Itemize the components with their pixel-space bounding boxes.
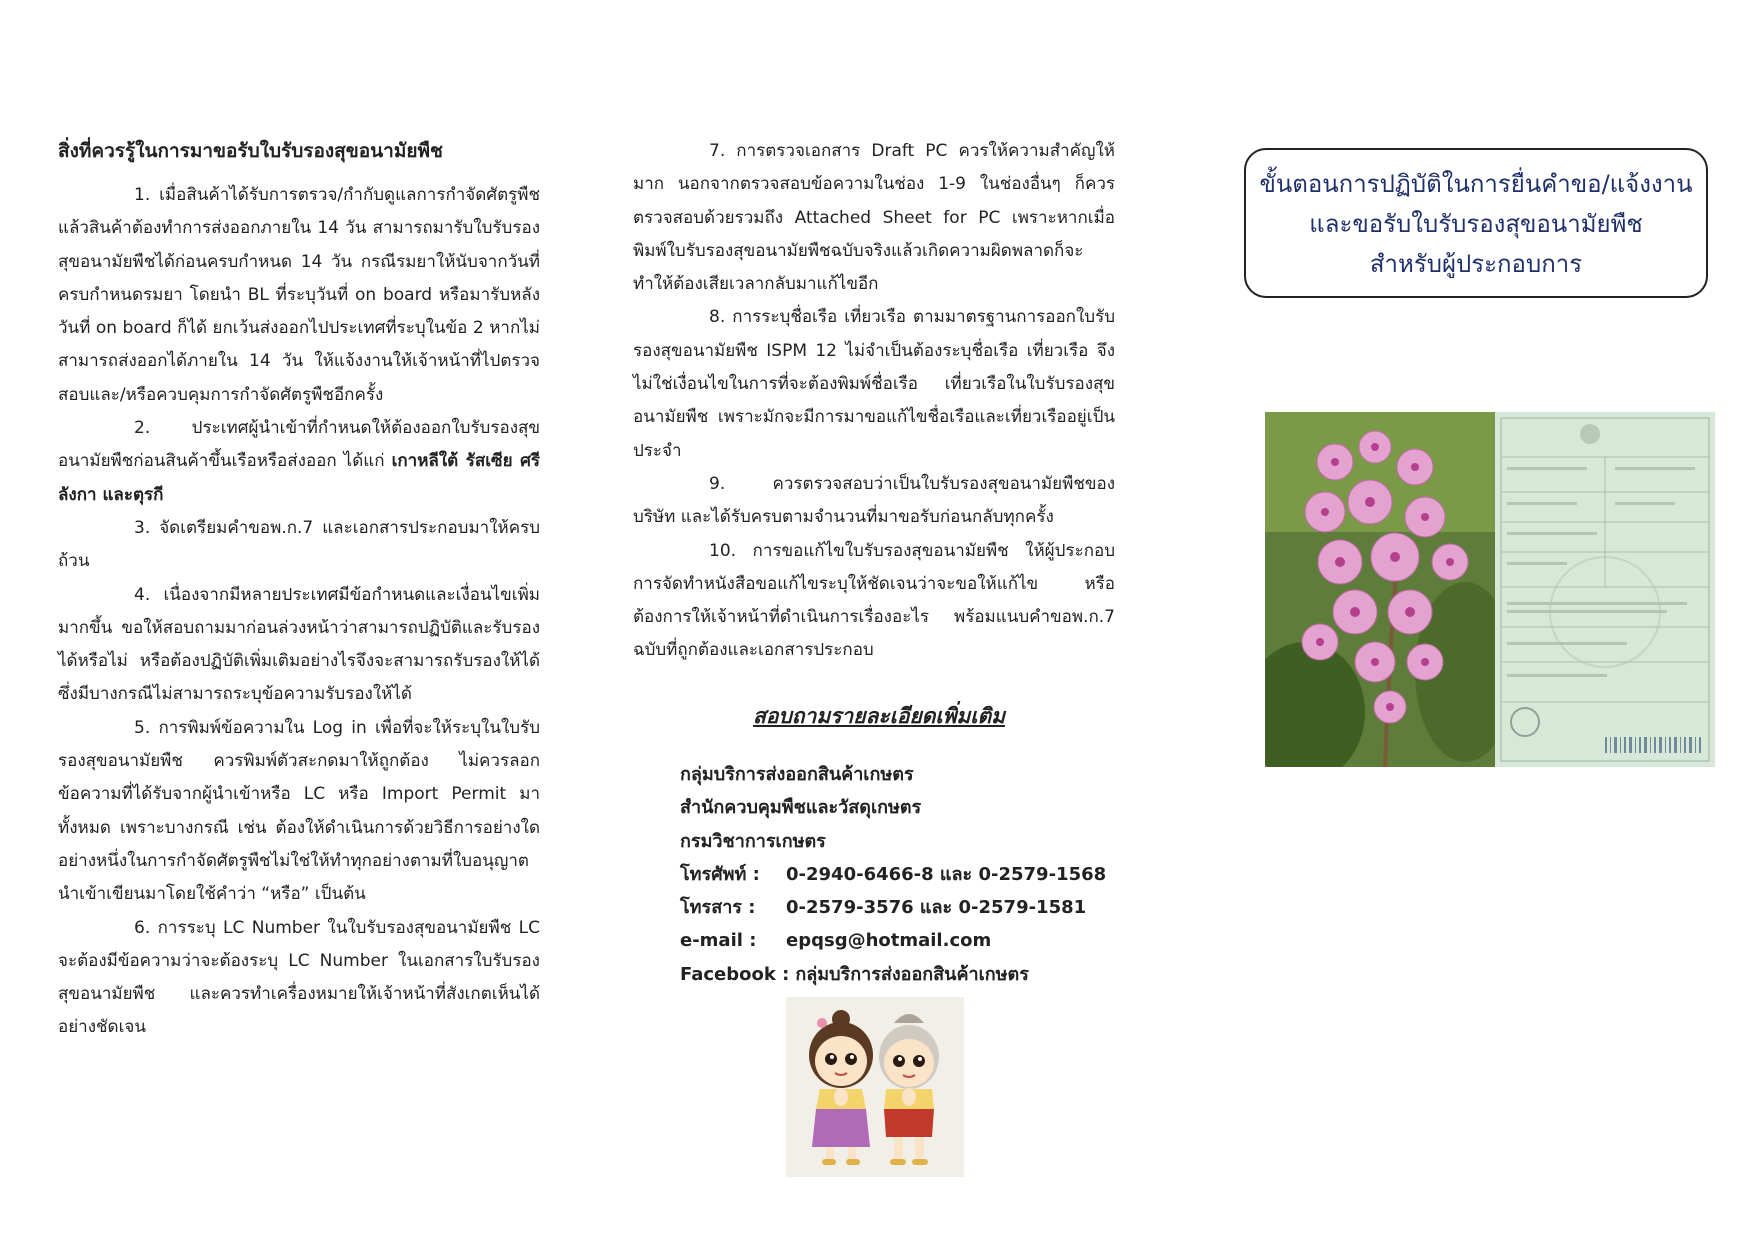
email-label: e-mail : <box>680 930 757 952</box>
item-5: 5. การพิมพ์ข้อความใน Log in เพื่อที่จะให้ระบุในใบรับรองสุขอนามัยพืช ควรพิมพ์ตัวสะกดมาให้ถูกต้อง ไม่ควรลอกข้อความที่ได้รับจากผู้นำเข้าหรือ LC หรือ Import Permit มาทั้งหมด เพราะบางกรณี เช่น ต้องให้ดำเนินการด้วยวิธีการอย่างใดอย่างหนึ่งในการกำจัดศัตรูพืชไม่ใช่ให้ทำทุกอย่างตามที่ใบอนุญาตนำเข้าเขียนมาโดยใช้คำว่า “หรือ” เป็นต้น <box>58 717 540 905</box>
email-row <box>680 924 1180 957</box>
middle-column <box>633 135 1115 668</box>
brochure-title-line-1: ขั้นตอนการปฏิบัติในการยื่นคำขอ/แจ้งงาน <box>1259 170 1693 198</box>
item-2: 2. ประเทศผู้นำเข้าที่กำหนดให้ต้องออกใบรับรองสุขอนามัยพืชก่อนสินค้าขึ้นเรือหรือส่งออก ได้แก่ เกาหลีใต้ รัสเซีย ศรีลังกา และตุรกี <box>58 418 540 505</box>
item-2-countries: เกาหลีใต้ รัสเซีย ศรีลังกา และตุรกี <box>58 451 540 505</box>
contact-org-1: กลุ่มบริการส่งออกสินค้าเกษตร <box>680 764 914 785</box>
item-8: 8. การระบุชื่อเรือ เที่ยวเรือ ตามมาตรฐานการออกใบรับรองสุขอนามัยพืช ISPM 12 ไม่จำเป็นต้องระบุชื่อเรือ เที่ยวเรือ จึงไม่ใช่เงื่อนไขในการที่จะต้องพิมพ์ชื่อเรือ เที่ยวเรือในใบรับรองสุขอนามัยพืช เพราะมักจะมีการมาขอแก้ไขชื่อเรือและเที่ยวเรืออยู่เป็นประจำ <box>633 307 1115 461</box>
greeting-kids-illustration <box>786 997 964 1177</box>
left-column <box>58 134 540 1045</box>
brochure-title-line-3: สำหรับผู้ประกอบการ <box>1369 250 1583 278</box>
item-1: 1. เมื่อสินค้าได้รับการตรวจ/กำกับดูแลการกำจัดศัตรูพืชแล้วสินค้าต้องทำการส่งออกภายใน 14 วัน สามารถมารับใบรับรองสุขอนามัยพืชได้ก่อนครบกำหนด 14 วัน กรณีรมยาให้นับจากวันที่ครบกำหนดรมยา โดยนำ BL ที่ระบุวันที่ on board หรือมารับหลังวันที่ on board ก็ได้ ยกเว้นส่งออกไปประเทศที่ระบุในข้อ 2 หากไม่สามารถส่งออกได้ภายใน 14 วัน ให้แจ้งงานให้เจ้าหน้าที่ไปตรวจสอบและ/หรือควบคุมการกำจัดศัตรูพืชอีกครั้ง <box>58 185 540 405</box>
fax-value: 0-2579-3576 และ 0-2579-1581 <box>786 897 1087 919</box>
orchid-image <box>1265 412 1515 767</box>
brochure-title-line-2: และขอรับใบรับรองสุขอนามัยพืช <box>1309 210 1643 238</box>
fax-row <box>680 891 1180 924</box>
contact-org-3: กรมวิชาการเกษตร <box>680 830 826 852</box>
facebook-row <box>680 958 1180 991</box>
left-heading: สิ่งที่ควรรู้ในการมาขอรับใบรับรองสุขอนามัยพืช <box>58 140 443 162</box>
phone-value: 0-2940-6466-8 และ 0-2579-1568 <box>786 863 1107 885</box>
phytosanitary-certificate-image <box>1495 412 1715 767</box>
item-7: 7. การตรวจเอกสาร Draft PC ควรให้ความสำคัญให้มาก นอกจากตรวจสอบข้อความในช่อง 1-9 ในช่องอื่นๆ ก็ควรตรวจสอบด้วยรวมถึง Attached Sheet for PC เพราะหากเมื่อพิมพ์ใบรับรองสุขอนามัยพืชฉบับจริงแล้วเกิดความผิดพลาดก็จะทำให้ต้องเสียเวลากลับมาแก้ไขอีก <box>633 141 1115 295</box>
facebook-value[interactable]: กลุ่มบริการส่งออกสินค้าเกษตร <box>795 963 1029 985</box>
contact-title: สอบถามรายละเอียดเพิ่มเติม <box>753 704 1005 728</box>
item-9: 9. ควรตรวจสอบว่าเป็นใบรับรองสุขอนามัยพืชของบริษัท และได้รับครบตามจำนวนที่มาขอรับก่อนกลับทุกครั้ง <box>633 473 1115 528</box>
phone-label: โทรศัพท์ : <box>680 863 760 885</box>
contact-org-2: สำนักควบคุมพืชและวัสดุเกษตร <box>680 797 922 819</box>
item-10: 10. การขอแก้ไขใบรับรองสุขอนามัยพืช ให้ผู้ประกอบการจัดทำหนังสือขอแก้ไขระบุให้ชัดเจนว่าจะขอให้แก้ไข หรือต้องการให้เจ้าหน้าที่ดำเนินการเรื่องอะไร พร้อมแนบคำขอพ.ก.7 ฉบับที่ถูกต้องและเอกสารประกอบ <box>633 540 1115 661</box>
email-value[interactable]: epqsg@hotmail.com <box>786 930 992 952</box>
fax-label: โทรสาร : <box>680 897 756 919</box>
phone-row <box>680 858 1180 891</box>
brochure-title-box <box>1244 148 1708 298</box>
item-4: 4. เนื่องจากมีหลายประเทศมีข้อกำหนดและเงื่อนไขเพิ่มมากขึ้น ขอให้สอบถามมาก่อนล่วงหน้าว่าสามารถปฏิบัติและรับรองได้หรือไม่ หรือต้องปฏิบัติเพิ่มเติมอย่างไรจึงจะสามารถรับรองให้ได้ซึ่งมีบางกรณีไม่สามารถระบุข้อความรับรองให้ได้ <box>58 584 540 705</box>
item-3: 3. จัดเตรียมคำขอพ.ก.7 และเอกสารประกอบมาให้ครบถ้วน <box>58 517 540 572</box>
item-6: 6. การระบุ LC Number ในใบรับรองสุขอนามัยพืช LC จะต้องมีข้อความว่าจะต้องระบุ LC Number ในเอกสารใบรับรองสุขอนามัยพืช และควรทำเครื่องหมายให้เจ้าหน้าที่สังเกตเห็นได้อย่างชัดเจน <box>58 917 540 1038</box>
contact-block <box>680 758 1180 991</box>
orchid-and-certificate-photo <box>1265 412 1715 767</box>
facebook-label: Facebook : <box>680 963 790 985</box>
